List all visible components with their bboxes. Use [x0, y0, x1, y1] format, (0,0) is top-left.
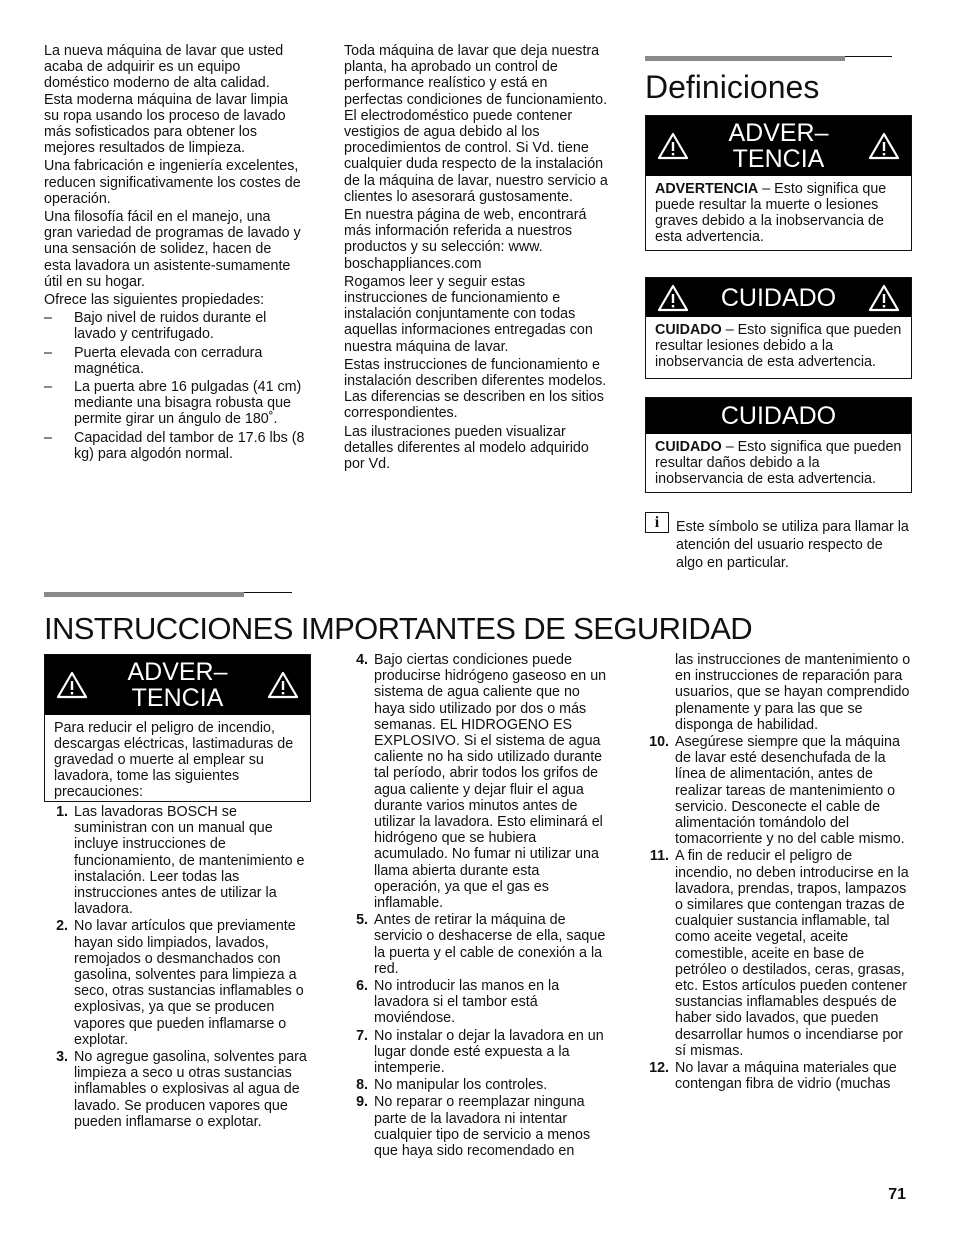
- list-item: 4. Bajo ciertas condiciones puede producirse hidrógeno gaseoso en un sistema de agua caliente que no haya sido utilizado por dos o más semanas. EL HIDROGENO ES EXPLOSIVO. Si el sistema de agua caliente no ha sido utilizado durante tal período, abrir todos los grifos de agua caliente y dejar fluir el agua durante varios minutos antes de utilizar la lavadora. Esto eliminará el hidrógeno que se hubiera acumulado. No fumar ni utilizar una llama abierta durante esta operación, ya que el gas es inflamable.: [356, 652, 607, 912]
- intro-paragraph: Una filosofía fácil en el manejo, una gran variedad de programas de lavado y una sensación de solidez, hacen de esta lavadora un asistente-sumamente útil en su hogar.: [44, 209, 301, 290]
- intro-paragraph: Estas instrucciones de funcionamiento e instalación describen diferentes modelos. Las diferencias se describen en los sitios correspondientes.: [344, 356, 607, 422]
- cuidado-header: CUIDADO: [646, 278, 911, 317]
- section-rule: [645, 56, 892, 57]
- list-item: 11. A fin de reducir el peligro de incendio, no deben introducirse en la lavadora, prendas, trapos, lampazos o similares que contengan trazas de cualquier sustancia inflamable, tal como aceite vegetal, aceite comestible, aceite en base de petróleo o destilados, ceras, grasas, etc. Estos artículos pueden contener sustancias inflamables después de haber sido lavados, que pueden desarrollar humos o incendiarse por sí mismas.: [649, 848, 909, 1059]
- intro-paragraph: Ofrece las siguientes propiedades:: [44, 292, 265, 309]
- intro-paragraph: En nuestra página de web, encontrará más información referida a nuestros productos y su selección: www. boschappliances.com: [344, 207, 587, 272]
- list-item: 1. Las lavadoras BOSCH se suministran con un manual que incluye instrucciones de funcionamiento, de mantenimiento e instalación. Leer todas las instrucciones antes de utilizar la lavadora.: [56, 804, 305, 918]
- warning-triangle-icon: [867, 283, 901, 313]
- cuidado-text: CUIDADO – Esto significa que pueden resultar lesiones debido a la inobservancia de esta advertencia.: [655, 322, 902, 370]
- intro-paragraph: Las ilustraciones pueden visualizar detalles diferentes al modelo adquirido por Vd.: [344, 423, 589, 473]
- advertencia-header: ADVER– TENCIA: [646, 116, 911, 176]
- warning-triangle-icon: [867, 131, 901, 161]
- cuidado-lesiones-box: [645, 277, 912, 379]
- seguridad-advertencia-box: [44, 654, 311, 802]
- intro-column-1: [44, 43, 306, 464]
- info-icon: i: [645, 512, 669, 533]
- intro-paragraph: El electrodoméstico puede contener vestigios de agua debido al los procedimientos de control. Si Vd. tiene cualquier duda respecto de la instalación de la máquina de lavar, nuestro servicio a clientes lo asesorará gustosamente.: [344, 107, 608, 205]
- section-rule: [44, 592, 292, 593]
- advertencia-header: ADVER– TENCIA: [45, 655, 310, 715]
- list-item: las instrucciones de mantenimiento o en instrucciones de reparación para usuarios, que se hayan comprendido plenamente y para las que se disponga de habilidad.: [675, 652, 911, 733]
- list-item: 2. No lavar artículos que previamente hayan sido limpiados, lavados, remojados o desmanchados con gasolina, solventes para limpieza a seco, otras sustancias inflamables o explosivas, ya que se producen vapores que pueden inflamarse o explotar.: [56, 918, 304, 1048]
- intro-paragraph: Una fabricación e ingeniería excelentes, reducen significativamente los costes de operación.: [44, 158, 301, 207]
- safety-list-column-2: [344, 652, 610, 1160]
- list-item: – Puerta elevada con cerradura magnética.: [44, 344, 263, 377]
- safety-list-column-1: [44, 804, 310, 1131]
- list-item: – Bajo nivel de ruidos durante el lavado y centrifugado.: [44, 310, 267, 343]
- warning-triangle-icon: [656, 131, 690, 161]
- list-item: 6. No introducir las manos en la lavadora si el tambor está moviéndose.: [356, 978, 560, 1027]
- warning-triangle-icon: [656, 283, 690, 313]
- intro-paragraph: Rogamos leer y seguir estas instrucciones de funcionamiento e instalación conjuntamente con todas aquellas informaciones entregadas con nuestra máquina de lavar.: [344, 273, 593, 355]
- list-item: 7. No instalar o dejar la lavadora en un lugar donde esté expuesta a la intemperie.: [356, 1027, 604, 1077]
- seguridad-title: INSTRUCCIONES IMPORTANTES DE SEGURIDAD: [44, 611, 753, 646]
- cuidado-danos-box: [645, 397, 912, 493]
- list-item: – La puerta abre 16 pulgadas (41 cm) mediante una bisagra robusta que permite girar un ángulo de 180˚.: [44, 379, 302, 428]
- list-item: 5. Antes de retirar la máquina de servicio o deshacerse de ella, saque la puerta y el cable de conexión a la red.: [356, 912, 606, 977]
- advertencia-text: Para reducir el peligro de incendio, descargas eléctricas, lastimaduras de gravedad o muerte al emplear su lavadora, tome las siguientes precauciones:: [54, 720, 294, 800]
- intro-column-2: [344, 43, 610, 474]
- warning-triangle-icon: [266, 670, 300, 700]
- list-item: 9. No reparar o reemplazar ninguna parte de la lavadora ni intentar cualquier tipo de servicio a menos que haya sido recomendado en: [356, 1094, 591, 1160]
- intro-paragraph: La nueva máquina de lavar que usted acaba de adquirir es un equipo doméstico moderno de alta calidad. Esta moderna máquina de lavar limpia su ropa usando los proceso de lavado más sofisticados para obtener los mejores resultados de limpieza.: [44, 43, 288, 157]
- warning-triangle-icon: [55, 670, 89, 700]
- cuidado-text: CUIDADO – Esto significa que pueden resultar daños debido a la inobservancia de esta advertencia.: [655, 439, 902, 487]
- page-number: 71: [888, 1186, 906, 1203]
- list-item: 10. Asegúrese siempre que la máquina de lavar esté desenchufada de la línea de alimentación, antes de realizar tareas de mantenimiento o servicio. Desconecte el cable de alimentación tomándolo del tomacorriente y no del cable mismo.: [649, 734, 905, 848]
- cuidado-header: CUIDADO: [646, 398, 911, 434]
- info-text: Este símbolo se utiliza para llamar la atención del usuario respecto de algo en particular.: [676, 519, 909, 571]
- list-item: 8. No manipular los controles.: [356, 1077, 548, 1094]
- advertencia-text: ADVERTENCIA – Esto significa que puede resultar la muerte o lesiones graves debido a la inobservancia de esta advertencia.: [655, 181, 887, 245]
- intro-paragraph: Toda máquina de lavar que deja nuestra planta, ha aprobado un control de performance realístico y está en perfectas condiciones de funcionamiento.: [344, 43, 608, 108]
- list-item: 3. No agregue gasolina, solventes para limpieza a seco u otras sustancias inflamables o explosivas al agua de lavado. Se producen vapores que pueden inflamarse o explotar.: [56, 1049, 307, 1130]
- definiciones-title: Definiciones: [645, 69, 820, 105]
- advertencia-box: [645, 115, 912, 251]
- list-item: – Capacidad del tambor de 17.6 lbs (8 kg) para algodón normal.: [44, 429, 305, 462]
- safety-list-column-3: [645, 652, 911, 1093]
- list-item: 12. No lavar a máquina materiales que contengan fibra de vidrio (muchas: [649, 1060, 897, 1093]
